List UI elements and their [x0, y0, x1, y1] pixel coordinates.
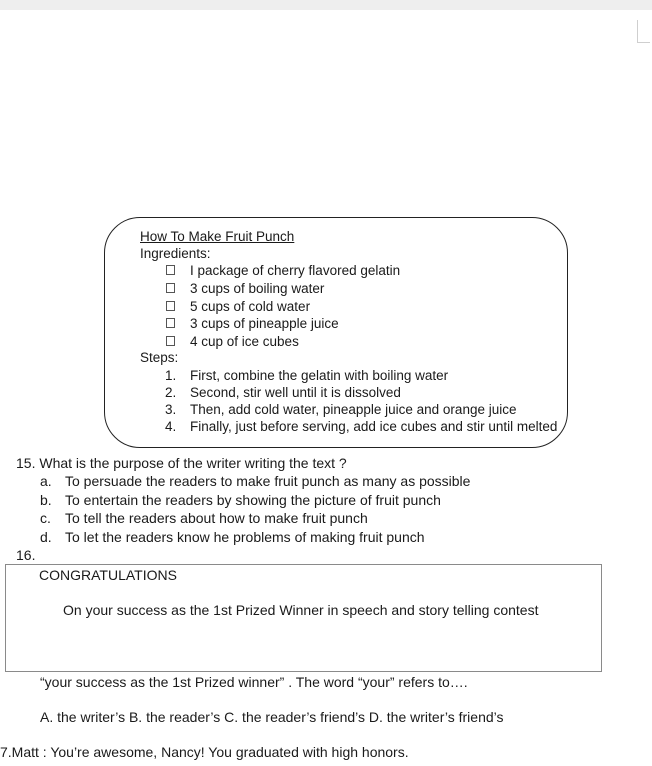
checkbox-icon [166, 301, 175, 311]
option-letter: a. [40, 473, 52, 489]
question-17-dialogue: 7.Matt : You’re awesome, Nancy! You graduated with high honors. [0, 744, 409, 760]
ingredient-item: 3 cups of pineapple juice [190, 316, 339, 331]
ingredient-item: 5 cups of cold water [190, 299, 311, 314]
checkbox-icon [166, 336, 175, 346]
step-number: 4. [165, 419, 177, 434]
step-text: Then, add cold water, pineapple juice and orange juice [190, 402, 517, 417]
option-text: To tell the readers about how to make fruit punch [65, 510, 368, 526]
checkbox-icon [166, 283, 175, 293]
option-text: To persuade the readers to make fruit punch as many as possible [65, 473, 471, 489]
ingredients-label: Ingredients: [140, 246, 211, 261]
checkbox-icon [166, 318, 175, 328]
question-16-number: 16. [16, 547, 36, 563]
option-letter: b. [40, 492, 52, 508]
steps-label: Steps: [140, 350, 179, 365]
step-text: Finally, just before serving, add ice cubes and stir until melted [190, 419, 558, 434]
option-letter: c. [40, 510, 51, 526]
option-text: To let the readers know he problems of making fruit punch [65, 529, 425, 545]
step-number: 3. [165, 402, 177, 417]
step-text: Second, stir well until it is dissolved [190, 385, 401, 400]
option-text: To entertain the readers by showing the picture of fruit punch [65, 492, 441, 508]
ingredient-item: 3 cups of boiling water [190, 281, 325, 296]
question-16-options: A. the writer’s B. the reader’s C. the reader’s friend’s D. the writer’s friend’s [40, 709, 504, 725]
step-number: 1. [165, 368, 177, 383]
step-number: 2. [165, 385, 177, 400]
checkbox-icon [166, 265, 175, 275]
step-text: First, combine the gelatin with boiling water [190, 368, 449, 383]
question-15: 15. What is the purpose of the writer writing the text ? [16, 455, 347, 471]
card-message: On your success as the 1st Prized Winner in speech and story telling contest [63, 602, 539, 618]
option-letter: d. [40, 529, 52, 545]
question-16: “your success as the 1st Prized winner” . The word “your” refers to…. [40, 674, 468, 690]
ingredient-item: 4 cup of ice cubes [190, 334, 299, 349]
page-corner-mark [637, 20, 650, 43]
page-top-bar [0, 0, 652, 10]
ingredient-item: I package of cherry flavored gelatin [190, 263, 401, 278]
card-heading: CONGRATULATIONS [39, 567, 177, 583]
recipe-title: How To Make Fruit Punch [140, 229, 295, 244]
